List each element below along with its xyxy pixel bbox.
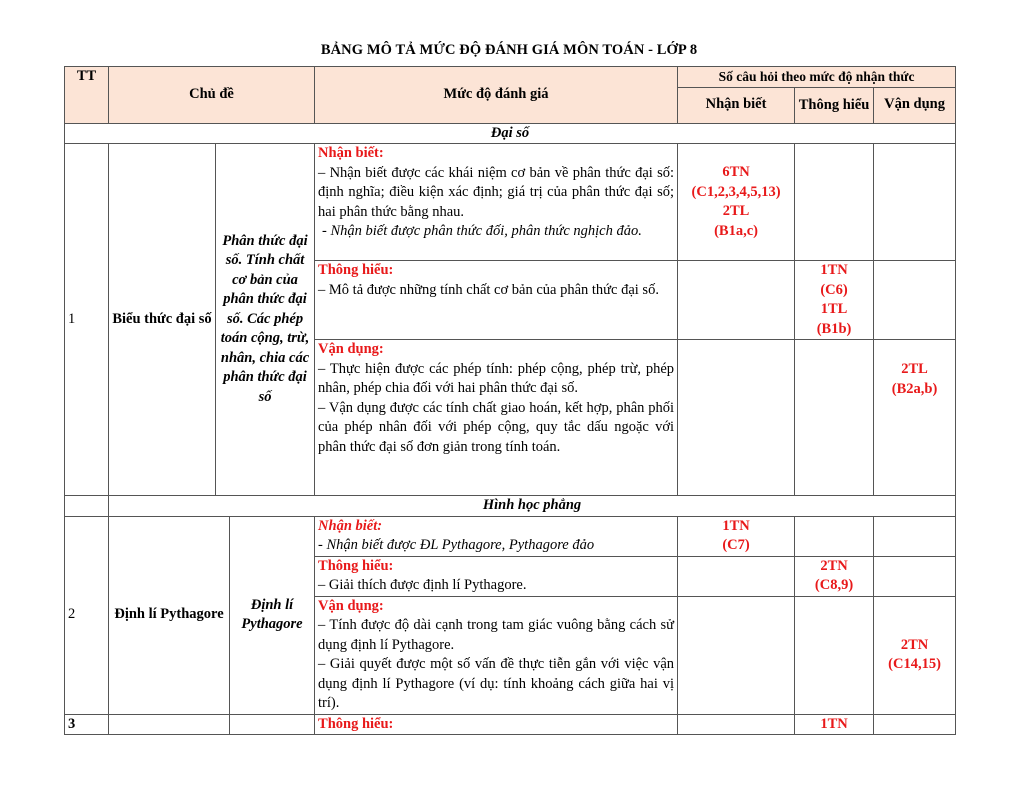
row3-nb-empty [678,714,795,735]
row2-vd-text-2: – Giải quyết được một số vấn đề thực tiễn gắn với việc vận dụng định lí Pythagore (ví dụ: tính khoảng cách giữa hai vị trí). [318,656,675,711]
section-dai-so: Đại số [65,123,956,144]
assessment-table [64,66,956,735]
row1-th-count [795,261,874,340]
row1-vd-count [874,340,956,496]
row2-vd-count-1: 2TN [900,636,929,653]
row1-th-count-1: 1TN [820,262,848,278]
row1-th-count-2: (C6) [820,281,848,298]
row3-vd-empty [874,714,956,735]
row2-th-vd-empty [874,556,956,596]
row1-th-count-3: 1TL [820,301,848,317]
section-row-hinh-hoc [65,496,956,517]
header-tt: TT [65,67,109,124]
row1-nb-count-4: (B1a,c) [714,222,758,239]
row2-subtopic: Định lí Pythagore [230,516,315,714]
header-topic: Chủ đề [109,67,315,124]
header-thong-hieu: Thông hiểu [795,87,874,123]
row2-nb-label: Nhận biết: [318,517,383,534]
row2-vd-th-empty [795,596,874,714]
header-row [65,67,956,88]
row2-vd-count-2: (C14,15) [888,656,941,672]
header-question-count: Số câu hỏi theo mức độ nhận thức [678,67,956,88]
row1-nb-desc [315,144,678,261]
row1-th-text-1: – Mô tả được những tính chất cơ bản của phân thức đại số. [318,281,659,298]
row2-nb-th-empty [795,516,874,556]
row1-subtopic: Phân thức đại số. Tính chất cơ bản của phân thức đại số. Các phép toán cộng, trừ, nhân, chia các phân thức đại số [216,144,315,496]
row1-vd-th-empty [795,340,874,496]
row1-vd-nb-empty [678,340,795,496]
row1-vd-count-2: (B2a,b) [891,380,938,397]
row1-vd-desc [315,340,678,496]
row1-nb-count-2: (C1,2,3,4,5,13) [691,183,781,200]
row2-th-count [795,556,874,596]
row1-nhan-biet [65,144,956,261]
row1-th-label: Thông hiểu: [318,262,394,278]
row3-tt: 3 [65,714,109,735]
section-row-dai-so [65,123,956,144]
row2-th-label: Thông hiểu: [318,557,394,574]
header-level: Mức độ đánh giá [315,67,678,124]
row3-subtopic-empty [230,714,315,735]
row2-nb-count-1: 1TN [722,517,750,534]
row1-nb-label: Nhận biết: [318,145,384,161]
row2-th-text-1: – Giải thích được định lí Pythagore. [318,577,527,593]
row2-th-count-1: 2TN [820,557,848,574]
row3-topic-empty [109,714,230,735]
row1-nb-text-2: - Nhận biết được phân thức đối, phân thức nghịch đảo. [322,223,642,239]
row2-nb-count-2: (C7) [722,537,750,553]
row2-vd-label: Vận dụng: [318,597,384,614]
row1-vd-text-1: – Thực hiện được các phép tính: phép cộng, phép trừ, phép nhân, phép chia đối với hai phân thức đại số. [318,360,675,396]
row1-vd-count-1: 2TL [901,361,928,377]
row2-vd-desc [315,596,678,714]
row2-nhan-biet [65,516,956,556]
row1-topic: Biểu thức đại số [109,144,216,496]
row2-topic: Định lí Pythagore [109,516,230,714]
row1-nb-count-3: 2TL [722,203,750,219]
header-nhan-biet: Nhận biết [678,87,795,123]
row3-th-count: 1TN [795,714,874,735]
row1-th-nb-empty [678,261,795,340]
row2-th-count-2: (C8,9) [814,577,854,593]
row1-vd-label: Vận dụng: [318,341,384,357]
row1-vd-text-2: – Vận dụng được các tính chất giao hoán, kết hợp, phân phối của phép nhân đối với phép cộng, quy tắc dấu ngoặc với phân thức đại số đơn giản trong tính toán. [318,399,675,455]
row1-nb-count [678,144,795,261]
row2-nb-vd-empty [874,516,956,556]
row3-th-label: Thông hiểu: [315,714,678,735]
row2-tt: 2 [65,516,109,714]
row2-vd-nb-empty [678,596,795,714]
document-title: BẢNG MÔ TẢ MỨC ĐỘ ĐÁNH GIÁ MÔN TOÁN - LỚP 8 [320,42,698,58]
row2-th-desc [315,556,678,596]
row1-th-count-4: (B1b) [816,320,852,337]
row1-nb-vd-empty [874,144,956,261]
row2-vd-text-1: – Tính được độ dài cạnh trong tam giác vuông bằng cách sử dụng định lí Pythagore. [318,617,675,653]
row2-nb-text-1: - Nhận biết được ĐL Pythagore, Pythagore đảo [318,537,595,553]
row2-vd-count [874,596,956,714]
section-hinh-hoc: Hình học phẳng [109,496,956,517]
row1-th-desc [315,261,678,340]
row2-nb-desc [315,516,678,556]
row2-nb-count [678,516,795,556]
row1-nb-count-1: 6TN [722,164,750,180]
row1-th-vd-empty [874,261,956,340]
row1-tt: 1 [65,144,109,496]
row1-nb-text-1: – Nhận biết được các khái niệm cơ bản về phân thức đại số: định nghĩa; điều kiện xác định; giá trị của phân thức đại số; hai phân thức bằng nhau. [318,164,675,220]
row2-th-nb-empty [678,556,795,596]
row1-nb-th-empty [795,144,874,261]
header-van-dung: Vận dụng [874,87,956,123]
row3 [65,714,956,735]
section-hinh-hoc-tt-empty [65,496,109,517]
